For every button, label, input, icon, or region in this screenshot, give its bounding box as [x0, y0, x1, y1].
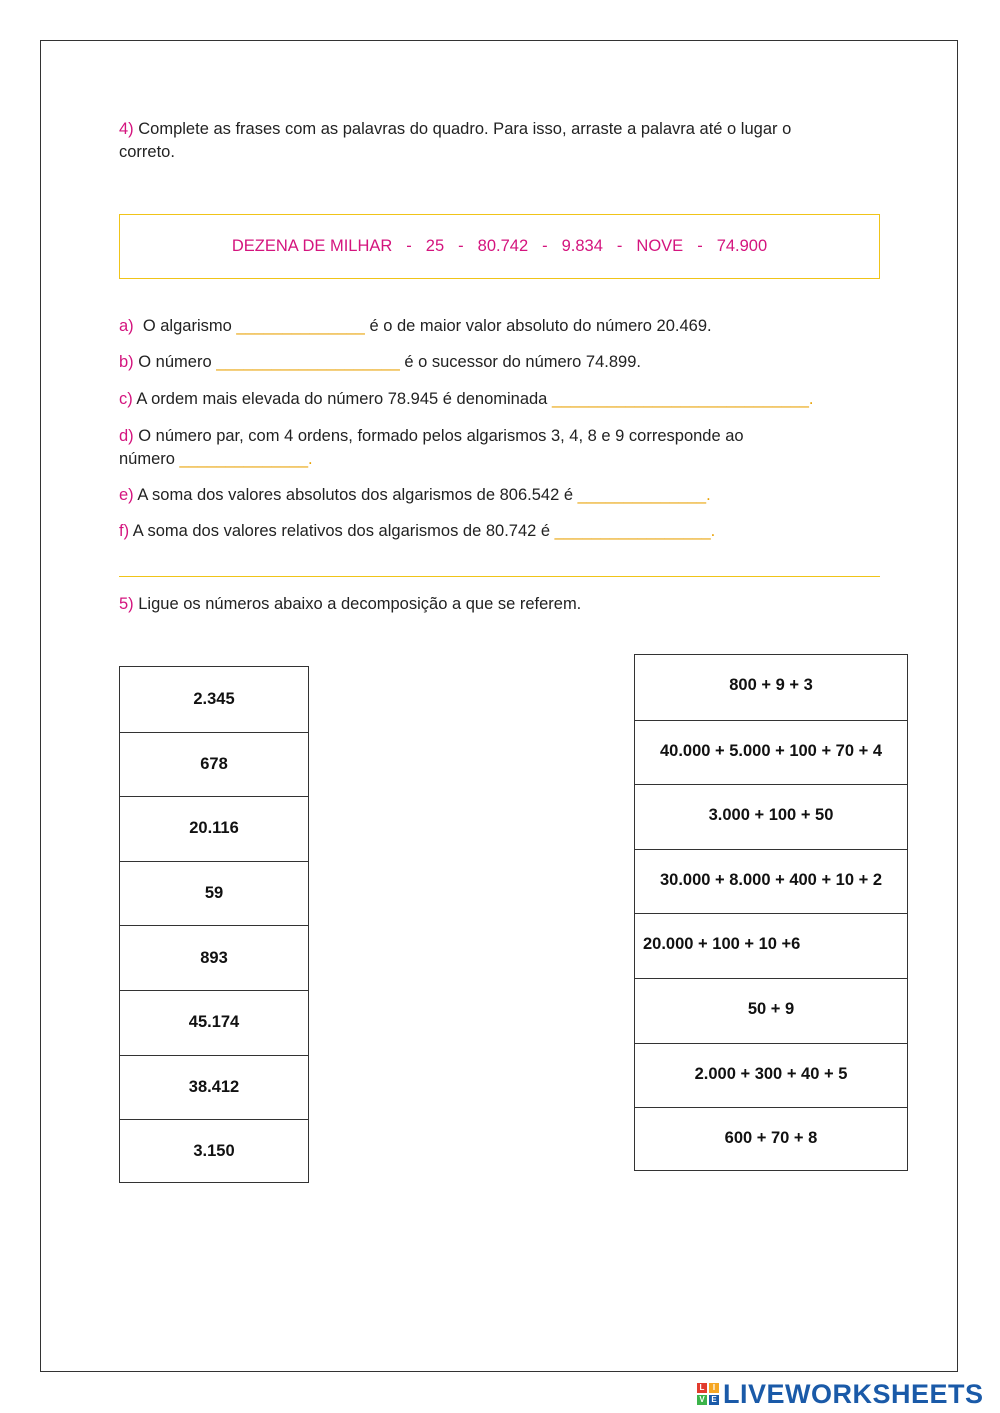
q4-instruction-line1: Complete as frases com as palavras do quadro. Para isso, arraste a palavra até o lugar o: [133, 120, 792, 138]
number-cell[interactable]: 893: [120, 925, 308, 990]
sentence-letter: d): [119, 427, 134, 445]
sentence-letter: c): [119, 390, 133, 408]
word-bank-item[interactable]: 80.742: [477, 237, 529, 255]
logo-letter: V: [697, 1395, 707, 1405]
decomposition-cell[interactable]: 50 + 9: [635, 978, 907, 1043]
drop-blank-e[interactable]: ______________.: [577, 486, 711, 504]
word-bank-item[interactable]: NOVE: [636, 237, 684, 255]
sentence-letter: a): [119, 317, 134, 335]
number-cell[interactable]: 678: [120, 732, 308, 797]
numbers-column: [119, 666, 309, 1183]
sentence-text: O número: [133, 353, 217, 371]
decomposition-cell[interactable]: 800 + 9 + 3: [729, 676, 813, 694]
logo-letter: L: [697, 1383, 707, 1393]
drop-blank-f[interactable]: _________________.: [554, 522, 716, 540]
sentence-a: [119, 315, 712, 338]
q5-instruction: [119, 593, 581, 616]
sentence-text: A soma dos valores absolutos dos algarismos de 806.542 é: [133, 486, 578, 504]
decomposition-cell[interactable]: 20.000 + 100 + 10 +6: [635, 913, 907, 978]
number-cell[interactable]: 2.345: [193, 689, 235, 708]
word-bank-item[interactable]: 74.900: [716, 237, 768, 255]
decomposition-cell[interactable]: 40.000 + 5.000 + 100 + 70 + 4: [635, 720, 907, 785]
section-divider: [119, 576, 880, 577]
logo-letter: I: [709, 1383, 719, 1393]
sentence-letter: f): [119, 522, 130, 540]
word-bank-item[interactable]: 25: [425, 237, 445, 255]
sentence-text: O número par, com 4 ordens, formado pelos algarismos 3, 4, 8 e 9 corresponde ao: [133, 427, 744, 445]
number-cell[interactable]: 38.412: [120, 1055, 308, 1120]
word-bank-separator: -: [697, 237, 703, 255]
q5-number: 5): [119, 595, 134, 613]
q4-instruction: [119, 118, 884, 164]
sentence-f: [119, 520, 715, 543]
sentence-text: A soma dos valores relativos dos algarismos de 80.742 é: [129, 522, 555, 540]
word-bank-separator: -: [542, 237, 548, 255]
sentence-text: O algarismo: [133, 317, 237, 335]
sentence-e: [119, 484, 711, 507]
word-bank-item[interactable]: DEZENA DE MILHAR: [231, 237, 393, 255]
decomposition-cell[interactable]: 3.000 + 100 + 50: [635, 784, 907, 849]
word-bank-item[interactable]: 9.834: [561, 237, 603, 255]
sentence-letter: b): [119, 353, 134, 371]
sentence-b: [119, 351, 641, 374]
word-bank: [119, 214, 880, 279]
sentence-c: [119, 388, 813, 411]
number-cell[interactable]: 45.174: [120, 990, 308, 1055]
logo-mark-icon: [697, 1383, 719, 1405]
number-cell[interactable]: 3.150: [120, 1119, 308, 1184]
logo-text: LIVEWORKSHEETS: [723, 1378, 984, 1409]
decomposition-cell[interactable]: 600 + 70 + 8: [635, 1107, 907, 1172]
decomposition-cell[interactable]: 2.000 + 300 + 40 + 5: [635, 1043, 907, 1108]
word-bank-separator: -: [458, 237, 464, 255]
logo-letter: E: [709, 1395, 719, 1405]
q5-instruction-text: Ligue os números abaixo a decomposição a que se referem.: [133, 595, 582, 613]
sentence-text: é o sucessor do número 74.899.: [399, 353, 641, 371]
q4-instruction-line2: correto.: [119, 143, 175, 161]
number-cell[interactable]: 20.116: [120, 796, 308, 861]
sentence-text: número: [119, 450, 180, 468]
number-cell[interactable]: 59: [120, 861, 308, 926]
word-bank-separator: -: [406, 237, 412, 255]
sentence-text: é o de maior valor absoluto do número 20.469.: [364, 317, 712, 335]
liveworksheets-logo: [697, 1378, 984, 1410]
sentence-d: [119, 425, 744, 471]
drop-blank-d[interactable]: ______________.: [179, 450, 313, 468]
drop-blank-b[interactable]: ____________________: [216, 353, 400, 371]
decomposition-cell[interactable]: 30.000 + 8.000 + 400 + 10 + 2: [635, 849, 907, 914]
drop-blank-c[interactable]: ____________________________.: [551, 390, 814, 408]
word-bank-separator: -: [616, 237, 623, 255]
drop-blank-a[interactable]: ______________: [236, 317, 365, 335]
sentence-letter: e): [119, 486, 134, 504]
sentence-text: A ordem mais elevada do número 78.945 é denominada: [132, 390, 552, 408]
decompositions-column: [634, 654, 908, 1171]
q4-number: 4): [119, 120, 134, 138]
